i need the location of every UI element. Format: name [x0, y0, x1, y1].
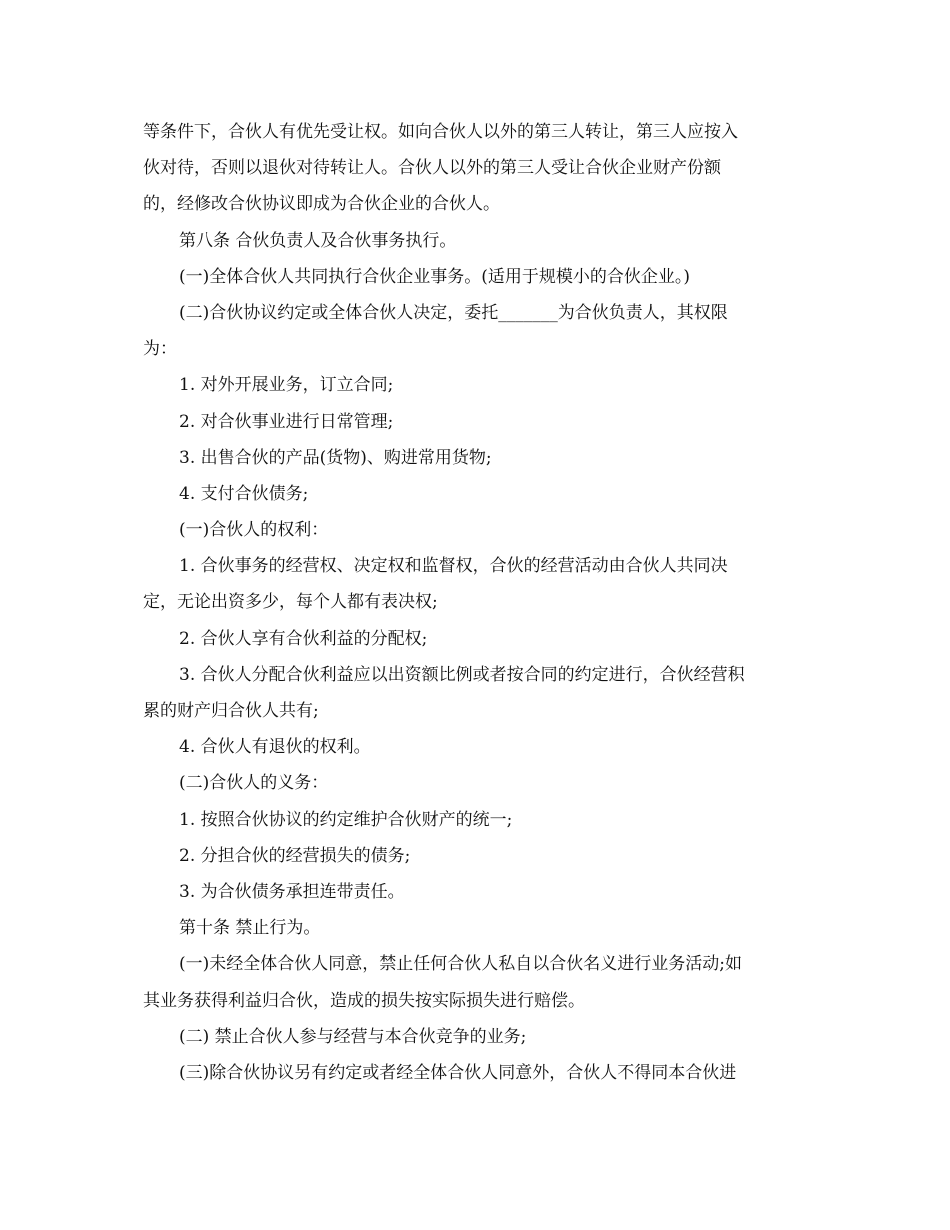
- text-line: 其业务获得利益归合伙，造成的损失按实际损失进行赔偿。: [143, 990, 585, 1011]
- list-item: 2. 对合伙事业进行日常管理;: [179, 411, 394, 432]
- list-item: 2. 合伙人享有合伙利益的分配权;: [179, 628, 428, 649]
- subsection-heading: (一)合伙人的权利：: [179, 520, 329, 541]
- list-item: 4. 支付合伙债务;: [179, 483, 309, 504]
- list-item: 3. 合伙人分配合伙利益应以出资额比例或者按合同的约定进行，合伙经营积: [179, 664, 745, 685]
- list-item: 2. 分担合伙的经营损失的债务;: [179, 845, 411, 866]
- text-line: (一)全体合伙人共同执行合伙企业事务。(适用于规模小的合伙企业。): [179, 266, 691, 287]
- list-item: 4. 合伙人有退伙的权利。: [179, 737, 371, 758]
- list-item: 1. 对外开展业务，订立合同;: [179, 375, 394, 396]
- list-item: 3. 为合伙债务承担连带责任。: [179, 881, 405, 902]
- text-line: 伙对待，否则以退伙对待转让人。合伙人以外的第三人受让合伙企业财产份额: [143, 158, 721, 179]
- section-heading: 第十条 禁止行为。: [179, 918, 321, 939]
- list-item: 1. 合伙事务的经营权、决定权和监督权，合伙的经营活动由合伙人共同决: [179, 556, 728, 577]
- text-line: (二) 禁止合伙人参与经营与本合伙竞争的业务;: [179, 1026, 527, 1047]
- text-line: (三)除合伙协议另有约定或者经全体合伙人同意外，合伙人不得同本合伙进: [179, 1062, 737, 1083]
- text-line: 等条件下，合伙人有优先受让权。如向合伙人以外的第三人转让，第三人应按入: [143, 122, 738, 142]
- list-item: 1. 按照合伙协议的约定维护合伙财产的统一;: [179, 809, 513, 830]
- text-line: (二)合伙协议约定或全体合伙人决定，委托_______为合伙负责人，其权限: [179, 302, 728, 323]
- text-line: 累的财产归合伙人共有;: [143, 701, 319, 721]
- text-line: 定，无论出资多少，每个人都有表决权;: [143, 592, 438, 613]
- subsection-heading: (二)合伙人的义务：: [179, 773, 329, 794]
- text-line: (一)未经全体合伙人同意，禁止任何合伙人私自以合伙名义进行业务活动;如: [179, 954, 742, 975]
- text-line: 的，经修改合伙协议即成为合伙企业的合伙人。: [143, 194, 500, 215]
- list-item: 3. 出售合伙的产品(货物)、购进常用货物;: [179, 447, 492, 468]
- document-body: [143, 114, 811, 1091]
- text-line: 为：: [143, 339, 177, 360]
- section-heading: 第八条 合伙负责人及合伙事务执行。: [179, 230, 457, 251]
